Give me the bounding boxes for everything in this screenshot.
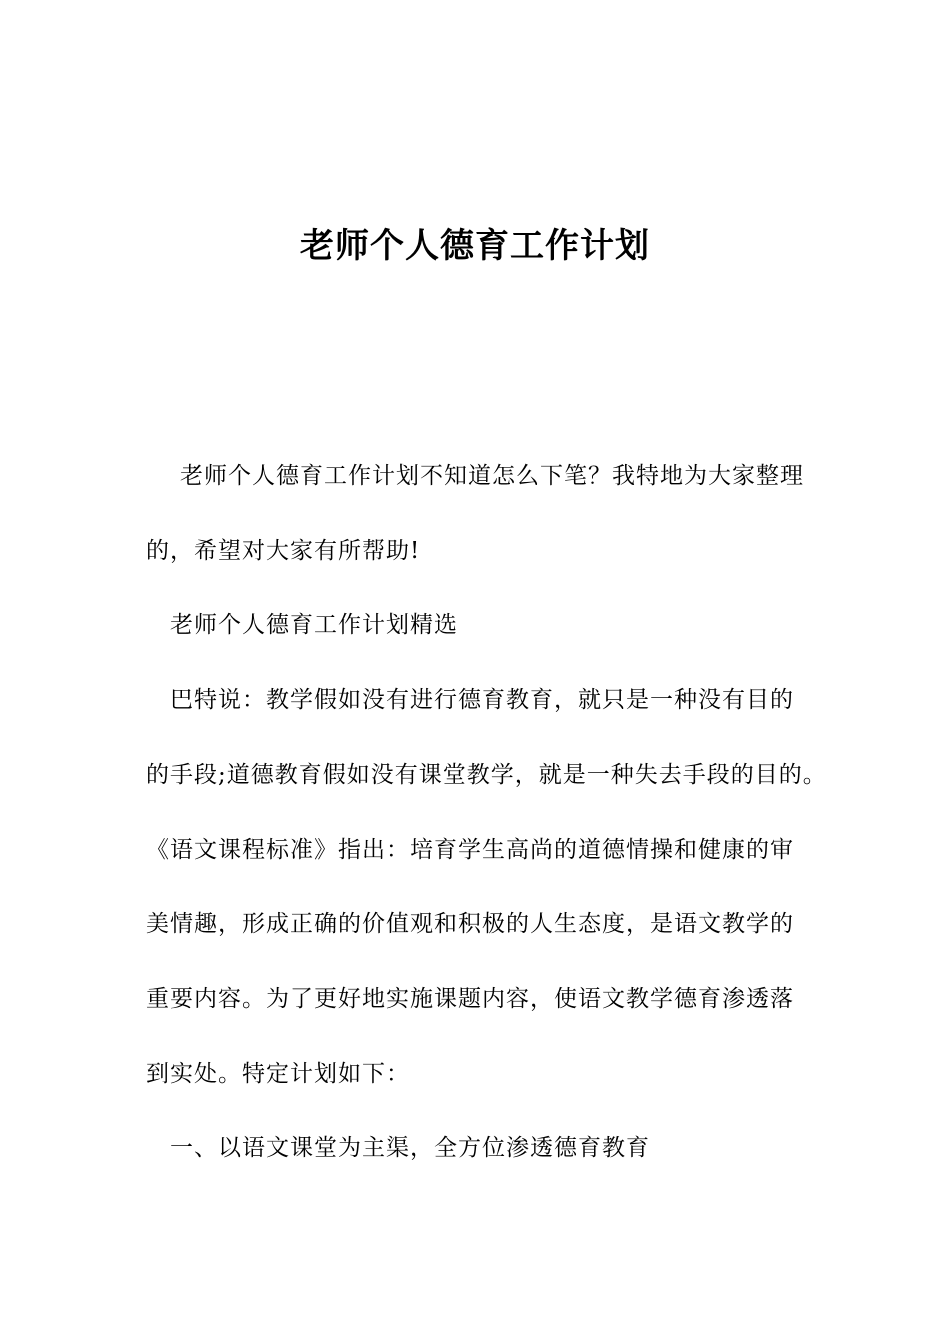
body-line-1: 巴特说：教学假如没有进行德育教育，就只是一种没有目的 [170,687,794,713]
section-subtitle: 老师个人德育工作计划精选 [170,612,458,638]
intro-line-1: 老师个人德育工作计划不知道怎么下笔？我特地为大家整理 [180,463,804,489]
body-line-5: 重要内容。为了更好地实施课题内容，使语文教学德育渗透落 [146,986,794,1012]
section-heading-1: 一、以语文课堂为主渠，全方位渗透德育教育 [170,1135,650,1161]
intro-line-2: 的，希望对大家有所帮助! [146,538,421,564]
body-line-6: 到实处。特定计划如下： [146,1061,410,1087]
body-line-3: 《语文课程标准》指出：培育学生高尚的道德情操和健康的审 [146,837,794,863]
body-line-4: 美情趣，形成正确的价值观和积极的人生态度，是语文教学的 [146,911,794,937]
document-title: 老师个人德育工作计划 [300,226,650,266]
body-line-2: 的手段;道德教育假如没有课堂教学，就是一种失去手段的目的。 [146,762,827,788]
